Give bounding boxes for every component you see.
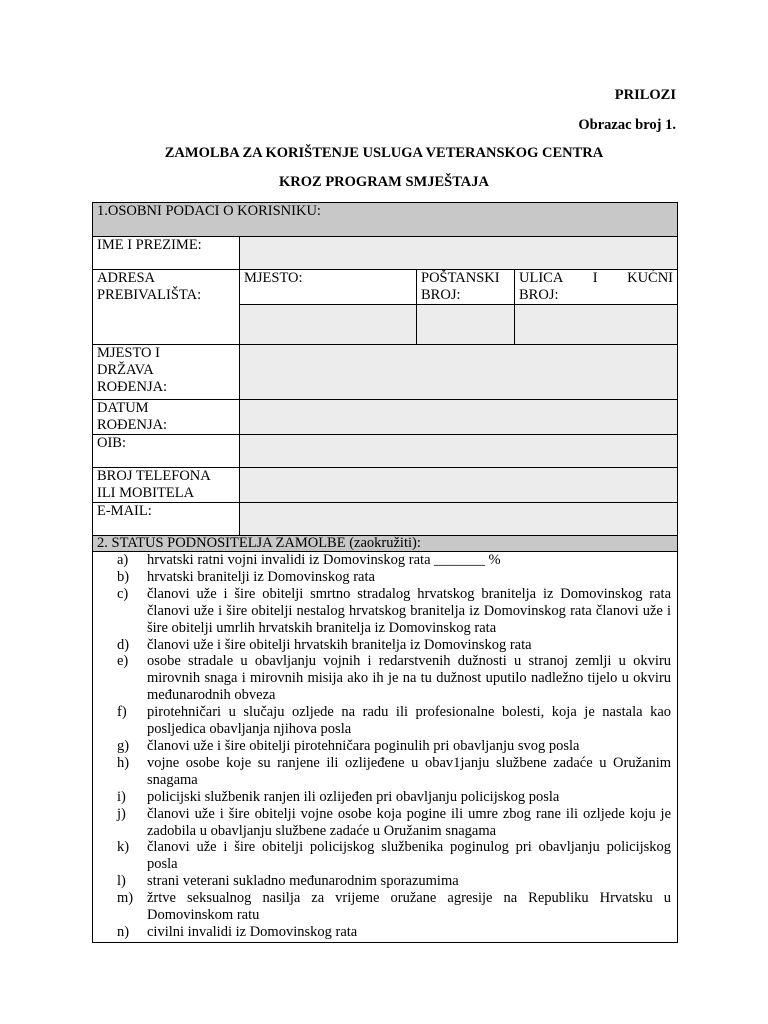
attachments-heading: PRILOZI [614,87,676,103]
label-street-line1 [519,270,673,287]
input-full-name[interactable] [240,237,678,270]
label-birthplace-line3: ROĐENJA: [97,379,168,395]
status-option-text: hrvatski branitelji iz Domovinskog rata [147,568,375,585]
label-phone-line1: BROJ TELEFONA [97,468,211,484]
input-postal-code[interactable] [417,305,515,345]
label-postal-line2: BROJ: [421,287,461,303]
row-name [93,237,678,270]
input-birthplace[interactable] [240,345,678,400]
label-birthdate-line1: DATUM [97,400,149,416]
label-street-word1: ULICA [519,270,564,286]
row-oib [93,435,678,468]
label-address-line2: PREBIVALIŠTA: [97,287,202,303]
label-birthplace-line1: MJESTO I [97,345,160,361]
document-subtitle: KROZ PROGRAM SMJEŠTAJA [279,174,489,190]
status-option-marker: n) [117,923,130,940]
label-birthplace [93,345,240,400]
label-email: E-MAIL: [93,503,240,536]
status-option[interactable] [117,586,671,637]
status-option[interactable] [117,924,671,941]
label-birthdate [93,400,240,435]
status-option[interactable] [117,653,671,704]
input-birthdate[interactable] [240,400,678,435]
section1-heading: 1.OSOBNI PODACI O KORISNIKU: [93,203,678,237]
form-number: Obrazac broj 1. [578,117,676,133]
status-option-marker: k) [117,839,130,856]
status-option-text: članovi uže i šire obitelji smrtno stradalog hrvatskog branitelja iz Domovinskog rata članovi uže i šire obitelji nestalog hrvatskog branitelja iz Domovinskog rata članovi uže i šire obitelji umrlih hrvatskih branitelja iz Domovinskog rata [147,585,672,636]
status-option-marker: i) [117,788,126,805]
document-title: ZAMOLBA ZA KORIŠTENJE USLUGA VETERANSKOG CENTRA [164,145,604,161]
status-option-marker: b) [117,568,130,585]
label-full-name: IME I PREZIME: [93,237,240,270]
status-option-marker: d) [117,636,130,653]
status-option-text: članovi uže i šire obitelji pirotehničara poginulih pri obavljanju svog posla [147,737,580,754]
input-email[interactable] [240,503,678,536]
row-birthdate [93,400,678,435]
status-option[interactable] [117,789,671,806]
status-option-text: osobe stradale u obavljanju vojnih i redarstvenih dužnosti u stranoj zemlji u okviru mirovnih snaga i mirovnih misija ako ih je na tu dužnost uputilo nadležno tijelo u okviru međunarodnih obveza [147,653,672,704]
label-city: MJESTO: [240,270,417,305]
status-option-marker: j) [117,805,126,822]
label-phone [93,468,240,503]
status-option[interactable] [117,890,671,924]
status-option-text: hrvatski ratni vojni invalidi iz Domovinskog rata _______ % [147,552,501,568]
status-option-marker: g) [117,737,130,754]
application-form-table [92,202,678,943]
label-street-line2: BROJ: [519,287,559,303]
section2-header-row [93,536,678,552]
status-option-marker: m) [117,890,134,907]
status-option[interactable] [117,637,671,654]
section2-list-row [93,552,678,943]
status-option-text: civilni invalidi iz Domovinskog rata [147,923,358,940]
label-oib: OIB: [93,435,240,468]
status-option-marker: h) [117,754,130,771]
label-postal-line1: POŠTANSKI [421,270,500,286]
input-phone[interactable] [240,468,678,503]
status-option[interactable] [117,569,671,586]
label-postal-code [417,270,515,305]
label-birthdate-line2: ROĐENJA: [97,417,168,433]
status-option[interactable] [117,738,671,755]
input-street[interactable] [515,305,678,345]
status-option-text: strani veterani sukladno međunarodnim sporazumima [147,873,459,890]
status-option-text: članovi uže i šire obitelji hrvatskih branitelja iz Domovinskog rata [147,636,532,653]
row-email [93,503,678,536]
row-birthplace [93,345,678,400]
section1-header-row [93,203,678,237]
status-option-text: pirotehničari u slučaju ozljede na radu ili profesionalne bolesti, koja je nastala kao posljedica obavljanja njihova posla [147,704,672,738]
label-birthplace-line2: DRŽAVA [97,362,154,378]
status-option[interactable] [117,873,671,890]
row-address-labels [93,270,678,305]
status-option-marker: l) [117,873,126,890]
status-option-marker: e) [117,653,129,670]
status-option-text: žrtve seksualnog nasilja za vrijeme oružane agresije na Republiku Hrvatsku u Domovinskom ratu [147,890,672,924]
label-address [93,270,240,345]
label-address-line1: ADRESA [97,270,156,286]
input-oib[interactable] [240,435,678,468]
label-phone-line2: ILI MOBITELA [97,485,195,501]
label-street [515,270,678,305]
label-street-word2: I [592,270,598,286]
status-list-cell [93,552,678,943]
status-option[interactable] [117,806,671,840]
status-option[interactable] [117,552,671,569]
status-option-text: vojne osobe koje su ranjene ili ozlijeđene u obav1janju službene zadaće u Oružanim snagama [147,754,672,788]
row-phone [93,468,678,503]
status-option-marker: a) [117,552,129,568]
status-option-marker: c) [117,585,129,602]
status-option-text: članovi uže i šire obitelji policijskog službenika poginulog pri obavljanju policijskog posla [147,839,672,873]
section2-heading: 2. STATUS PODNOSITELJA ZAMOLBE (zaokružiti): [93,536,678,552]
status-option[interactable] [117,839,671,873]
status-option[interactable] [117,755,671,789]
status-option-marker: f) [117,704,127,721]
status-option-text: policijski službenik ranjen ili ozlijeđen pri obavljanju policijskog posla [147,788,560,805]
status-option-text: članovi uže i šire obitelji vojne osobe koja pogine ili umre zbog rane ili ozljede koju je zadobila u obavljanju službene zadaće u Oružanim snagama [147,805,672,839]
status-option[interactable] [117,704,671,738]
input-city[interactable] [240,305,417,345]
status-list [93,552,677,941]
label-street-word3: KUĆNI [627,270,674,286]
